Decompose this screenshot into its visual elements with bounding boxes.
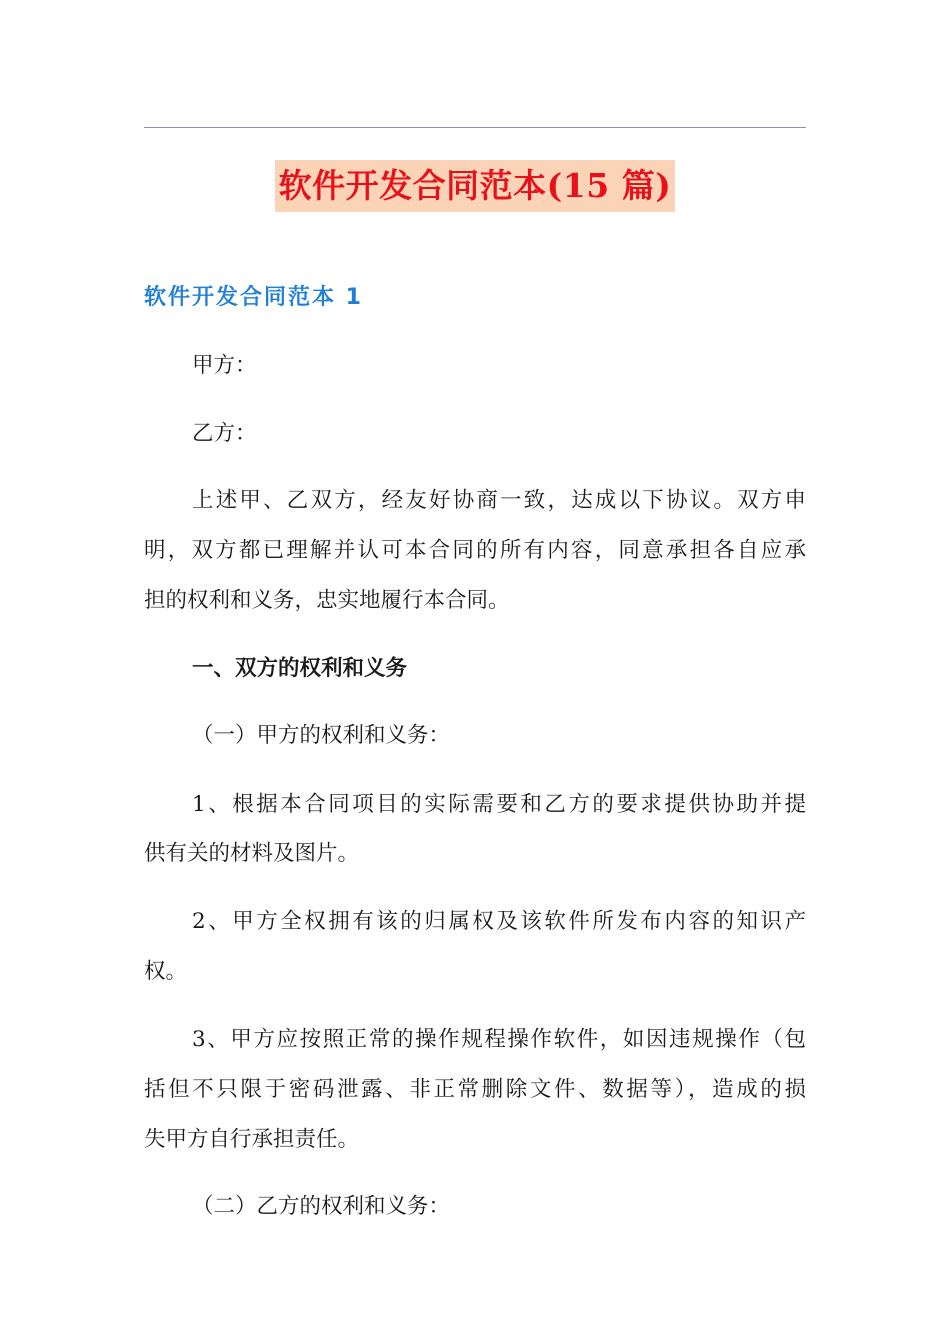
subsection-heading-b: （二）乙方的权利和义务： [192, 1194, 451, 1219]
intro-line-3: 担的权利和义务，忠实地履行本合同。 [144, 588, 510, 613]
party-a-label: 甲方： [192, 353, 257, 378]
item-1-line-2: 供有关的材料及图片。 [144, 841, 360, 866]
item-3-line-3: 失甲方自行承担责任。 [144, 1127, 360, 1152]
section-heading: 软件开发合同范本 1 [144, 285, 363, 310]
chapter-heading: 一、双方的权利和义务 [192, 656, 408, 681]
header-rule [144, 127, 806, 128]
document-title-container [0, 160, 950, 212]
item-2-line-1: 2、甲方全权拥有该的归属权及该软件所发布内容的知识产 [192, 909, 806, 934]
intro-line-2: 明，双方都已理解并认可本合同的所有内容，同意承担各自应承 [144, 538, 806, 563]
item-3-line-2: 括但不只限于密码泄露、非正常删除文件、数据等），造成的损 [144, 1077, 806, 1102]
item-1-line-1: 1、根据本合同项目的实际需要和乙方的要求提供协助并提 [192, 792, 806, 817]
item-3-line-1: 3、甲方应按照正常的操作规程操作软件，如因违规操作（包 [192, 1027, 806, 1052]
party-b-label: 乙方： [192, 421, 257, 446]
document-title: 软件开发合同范本(15 篇) [275, 160, 676, 212]
subsection-heading-a: （一）甲方的权利和义务： [192, 723, 451, 748]
item-2-line-2: 权。 [144, 959, 188, 984]
intro-line-1: 上述甲、乙双方，经友好协商一致，达成以下协议。双方申 [192, 488, 806, 513]
